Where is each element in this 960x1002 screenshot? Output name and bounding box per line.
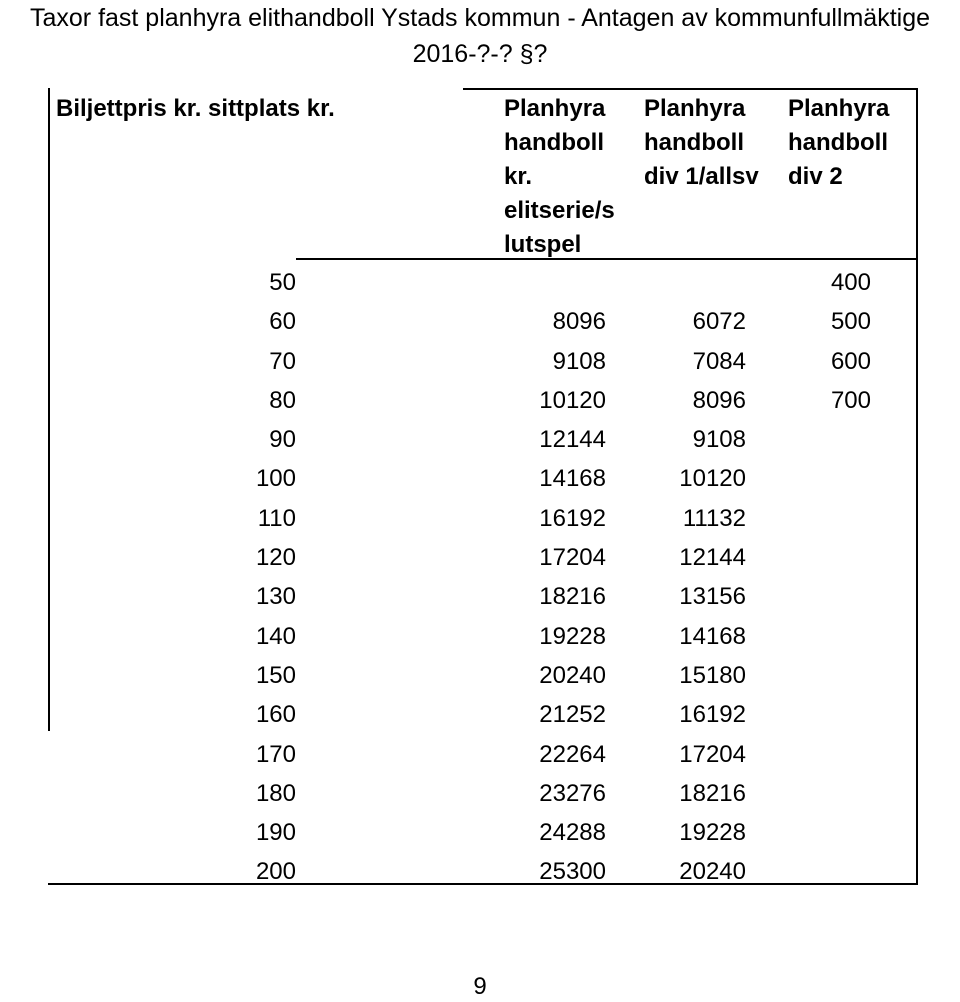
ticket-price-cell: 140 <box>255 622 296 650</box>
page-number: 9 <box>473 973 487 1000</box>
ticket-price-cell: 160 <box>255 701 296 729</box>
table-row <box>48 617 918 656</box>
ticket-price-cell: 180 <box>255 779 296 807</box>
header-elitserie-line: handboll <box>504 129 604 156</box>
table-border-top <box>463 88 918 90</box>
ticket-price-cell: 130 <box>255 583 296 611</box>
elitserie-rent-cell: 24288 <box>539 819 606 847</box>
header-elitserie <box>504 92 644 262</box>
ticket-price-cell: 200 <box>255 858 296 886</box>
div2-rent-cell: 600 <box>830 347 871 375</box>
div1-rent-cell: 19228 <box>679 819 746 847</box>
table-row <box>48 774 918 813</box>
header-div1-line: div 1/allsv <box>644 163 759 190</box>
ticket-price-cell: 110 <box>257 504 296 532</box>
ticket-price-cell: 70 <box>269 347 296 375</box>
div1-rent-cell: 9108 <box>692 426 746 454</box>
div1-rent-cell: 16192 <box>679 701 746 729</box>
table-row <box>48 302 918 341</box>
elitserie-rent-cell: 19228 <box>539 622 606 650</box>
table-row <box>48 656 918 695</box>
header-div2-line: handboll <box>788 129 888 156</box>
div1-rent-cell: 8096 <box>692 386 746 414</box>
ticket-price-cell: 50 <box>269 269 296 296</box>
header-elitserie-line: kr. <box>504 163 533 190</box>
header-div1-line: Planhyra <box>644 95 746 122</box>
header-elitserie-line: lutspel <box>504 231 582 258</box>
table-row <box>48 695 918 734</box>
elitserie-rent-cell: 20240 <box>539 661 606 689</box>
table-body <box>48 263 918 892</box>
elitserie-rent-cell: 10120 <box>539 386 606 414</box>
div1-rent-cell: 12144 <box>679 544 746 572</box>
div1-rent-cell: 7084 <box>692 347 746 375</box>
header-ticket-price: Biljettpris kr. sittplats kr. <box>56 95 335 122</box>
table-row <box>48 538 918 577</box>
document-title: Taxor fast planhyra elithandboll Ystads kommun - Antagen av kommunfullmäktige 2016-?-? §? <box>29 4 930 68</box>
div2-rent-cell: 400 <box>830 269 871 296</box>
table-row <box>48 499 918 538</box>
elitserie-rent-cell: 18216 <box>539 583 606 611</box>
div2-rent-cell: 500 <box>830 308 871 336</box>
elitserie-rent-cell: 21252 <box>539 701 606 729</box>
div1-rent-cell: 18216 <box>679 779 746 807</box>
elitserie-rent-cell: 9108 <box>552 347 606 375</box>
elitserie-rent-cell: 8096 <box>552 308 606 336</box>
table-row <box>48 420 918 459</box>
header-elitserie-line: elitserie/s <box>504 197 615 224</box>
div1-rent-cell: 14168 <box>679 622 746 650</box>
ticket-price-cell: 170 <box>255 740 296 768</box>
table-row <box>48 735 918 774</box>
ticket-price-cell: 120 <box>255 544 296 572</box>
div1-rent-cell: 20240 <box>679 858 746 886</box>
header-div2 <box>788 92 918 194</box>
elitserie-rent-cell: 17204 <box>539 544 606 572</box>
div1-rent-cell: 15180 <box>679 661 746 689</box>
elitserie-rent-cell: 22264 <box>539 740 606 768</box>
ticket-price-cell: 60 <box>269 308 296 336</box>
ticket-price-cell: 190 <box>255 819 296 847</box>
table-row <box>48 813 918 852</box>
header-elitserie-line: Planhyra <box>504 95 606 122</box>
table-row <box>48 459 918 498</box>
header-div1 <box>644 92 784 194</box>
elitserie-rent-cell: 12144 <box>539 426 606 454</box>
ticket-price-cell: 90 <box>269 426 296 454</box>
elitserie-rent-cell: 23276 <box>539 779 606 807</box>
div1-rent-cell: 10120 <box>679 465 746 493</box>
div1-rent-cell: 6072 <box>692 308 746 336</box>
ticket-price-cell: 80 <box>269 386 296 414</box>
div1-rent-cell: 13156 <box>679 583 746 611</box>
elitserie-rent-cell: 14168 <box>539 465 606 493</box>
table-row <box>48 381 918 420</box>
elitserie-rent-cell: 25300 <box>539 858 606 886</box>
div2-rent-cell: 700 <box>830 386 871 414</box>
ticket-price-cell: 150 <box>255 661 296 689</box>
div1-rent-cell: 11132 <box>682 504 746 532</box>
header-div2-line: div 2 <box>788 163 843 190</box>
table-row <box>48 577 918 616</box>
div1-rent-cell: 17204 <box>679 740 746 768</box>
table-row <box>48 852 918 891</box>
ticket-price-cell: 100 <box>255 465 296 493</box>
header-div1-line: handboll <box>644 129 744 156</box>
header-div2-line: Planhyra <box>788 95 890 122</box>
elitserie-rent-cell: 16192 <box>539 504 606 532</box>
tariff-table <box>48 88 918 885</box>
table-row <box>48 342 918 381</box>
table-row <box>48 263 918 302</box>
